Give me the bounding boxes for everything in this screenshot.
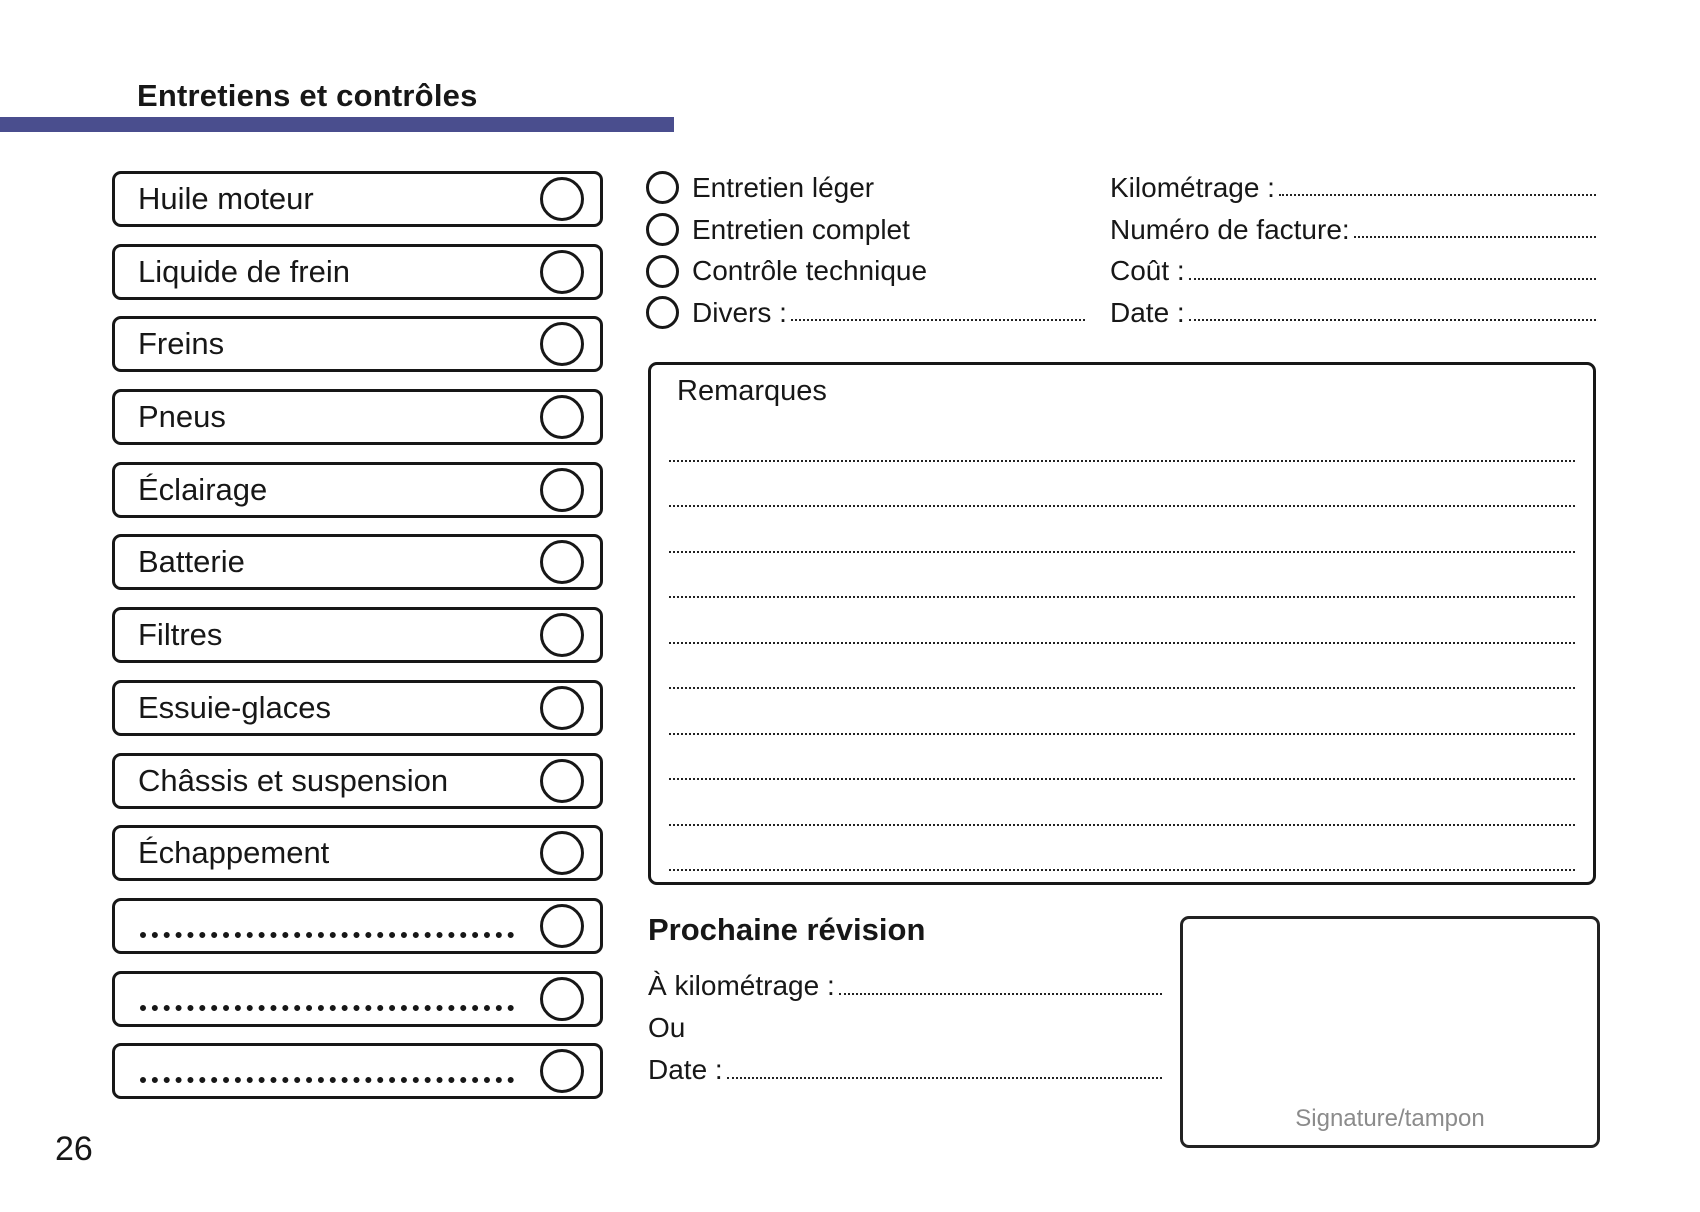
checklist-item-label: Huile moteur — [138, 181, 314, 216]
next-service-date-write-line — [727, 1077, 1162, 1079]
service-type-label: Contrôle technique — [692, 255, 928, 287]
remarks-title: Remarques — [677, 375, 827, 407]
page-number: 26 — [55, 1130, 93, 1168]
check-circle — [540, 177, 584, 221]
checklist-item — [112, 753, 603, 809]
invoice-field-write-line — [1354, 236, 1596, 238]
blank-item-write-line — [140, 1077, 514, 1083]
check-circle — [540, 904, 584, 948]
checklist-item-label: Pneus — [138, 399, 226, 435]
remarks-write-line — [669, 780, 1575, 826]
check-circle — [540, 250, 584, 294]
invoice-field-row — [1110, 250, 1596, 292]
radio-circle — [646, 171, 679, 204]
checklist-item-label: Échappement — [138, 835, 330, 871]
remarks-write-lines — [651, 416, 1593, 871]
remarks-box — [648, 362, 1596, 885]
checklist-item — [112, 825, 603, 881]
checklist-item — [112, 534, 603, 590]
page-title: Entretiens et contrôles — [137, 78, 478, 113]
check-circle — [540, 322, 584, 366]
invoice-field-label: Kilométrage : — [1110, 171, 1275, 203]
remarks-write-line — [669, 689, 1575, 735]
remarks-write-line — [669, 462, 1575, 508]
signature-box — [1180, 916, 1600, 1148]
checklist-item-blank — [112, 971, 603, 1027]
remarks-write-line — [669, 735, 1575, 781]
invoice-field-row — [1110, 292, 1596, 334]
check-circle — [540, 686, 584, 730]
checklist-item-label: Filtres — [138, 617, 223, 653]
invoice-field-row — [1110, 167, 1596, 209]
blank-item-write-line — [140, 1005, 514, 1011]
checklist-item-blank — [112, 898, 603, 954]
invoice-field-label: Numéro de facture: — [1110, 213, 1350, 245]
invoice-field-write-line — [1189, 319, 1596, 321]
checklist-item-label: Châssis et suspension — [138, 762, 449, 798]
check-circle — [540, 977, 584, 1021]
radio-circle — [646, 255, 679, 288]
checklist-item-label: Essuie-glaces — [138, 689, 331, 725]
divers-write-line — [791, 319, 1085, 321]
title-underline-bar — [0, 117, 674, 132]
checklist-item-blank — [112, 1043, 603, 1099]
checklist-item — [112, 462, 603, 518]
checklist-item — [112, 171, 603, 227]
checklist-item-label: Éclairage — [138, 471, 268, 507]
next-service-km-write-line — [839, 993, 1162, 995]
remarks-write-line — [669, 644, 1575, 690]
maintenance-checklist — [112, 171, 603, 1116]
remarks-write-line — [669, 416, 1575, 462]
checklist-item — [112, 244, 603, 300]
signature-label: Signature/tampon — [1295, 1105, 1485, 1132]
service-type-label: Entretien complet — [692, 213, 910, 245]
blank-item-write-line — [140, 932, 514, 938]
invoice-field-label: Coût : — [1110, 255, 1185, 287]
radio-circle — [646, 296, 679, 329]
check-circle — [540, 395, 584, 439]
invoice-field-row — [1110, 209, 1596, 251]
radio-circle — [646, 213, 679, 246]
remarks-write-line — [669, 507, 1575, 553]
next-service-section — [648, 912, 1162, 1092]
checklist-item-label: Freins — [138, 326, 225, 362]
check-circle — [540, 540, 584, 584]
service-type-label: Entretien léger — [692, 171, 875, 203]
service-type-row — [646, 209, 1085, 251]
remarks-write-line — [669, 598, 1575, 644]
service-type-label: Divers : — [692, 296, 787, 328]
checklist-item — [112, 316, 603, 372]
next-service-date-label: Date : — [648, 1054, 723, 1085]
check-circle — [540, 613, 584, 657]
next-service-km-row — [648, 964, 1162, 1008]
check-circle — [540, 468, 584, 512]
invoice-field-label: Date : — [1110, 296, 1185, 328]
service-type-row — [646, 167, 1085, 209]
invoice-fields — [1110, 167, 1596, 334]
invoice-field-write-line — [1189, 278, 1596, 280]
next-service-or-label: Ou — [648, 1012, 686, 1043]
checklist-item-label: Liquide de frein — [138, 253, 350, 289]
check-circle — [540, 831, 584, 875]
next-service-title: Prochaine révision — [648, 912, 926, 947]
remarks-write-line — [669, 553, 1575, 599]
invoice-field-write-line — [1279, 194, 1596, 196]
service-type-row — [646, 250, 1085, 292]
checklist-item — [112, 680, 603, 736]
service-type-row — [646, 292, 1085, 334]
checklist-item-label: Batterie — [138, 544, 245, 580]
checklist-item — [112, 389, 603, 445]
service-type-options — [646, 167, 1085, 334]
check-circle — [540, 1049, 584, 1093]
check-circle — [540, 759, 584, 803]
next-service-km-label: À kilométrage : — [648, 970, 835, 1001]
next-service-date-row — [648, 1048, 1162, 1092]
remarks-write-line — [669, 826, 1575, 872]
checklist-item — [112, 607, 603, 663]
